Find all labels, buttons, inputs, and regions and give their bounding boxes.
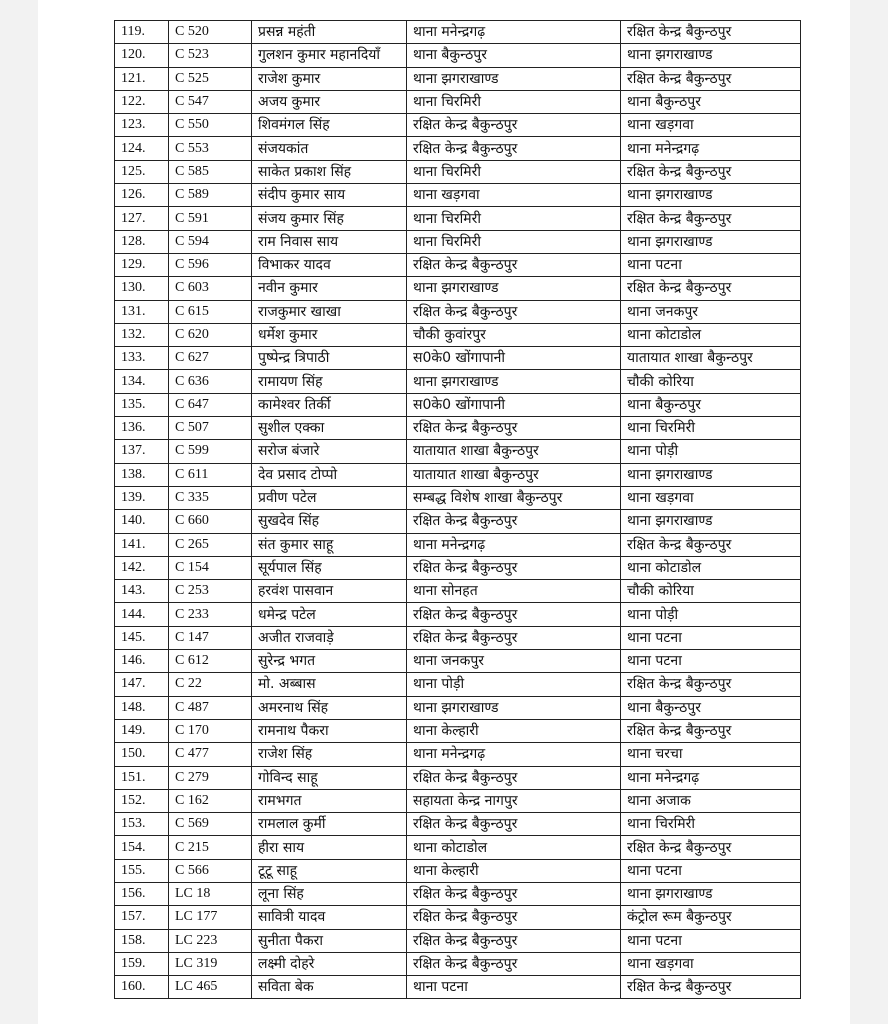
serial-number-cell: 153. <box>115 813 169 836</box>
name-cell: सुखदेव सिंह <box>252 510 407 533</box>
serial-number-cell: 120. <box>115 44 169 67</box>
name-cell: सावित्री यादव <box>252 906 407 929</box>
name-cell: सुशील एक्का <box>252 417 407 440</box>
to-posting-cell: थाना अजाक <box>621 789 801 812</box>
table-row <box>115 114 801 137</box>
name-cell: रामायण सिंह <box>252 370 407 393</box>
to-posting-cell: रक्षित केन्द्र बैकुन्ठपुर <box>621 277 801 300</box>
to-posting-cell: थाना झगराखाण्ड <box>621 510 801 533</box>
badge-number-cell: C 147 <box>169 626 252 649</box>
to-posting-cell: थाना बैकुन्ठपुर <box>621 696 801 719</box>
name-cell: टूटू साहू <box>252 859 407 882</box>
to-posting-cell: थाना मनेन्द्रगढ़ <box>621 766 801 789</box>
to-posting-cell: थाना झगराखाण्ड <box>621 882 801 905</box>
serial-number-cell: 126. <box>115 184 169 207</box>
serial-number-cell: 119. <box>115 21 169 44</box>
name-cell: राजकुमार खाखा <box>252 300 407 323</box>
table-row <box>115 184 801 207</box>
to-posting-cell: रक्षित केन्द्र बैकुन्ठपुर <box>621 67 801 90</box>
name-cell: सविता बेक <box>252 976 407 999</box>
from-posting-cell: यातायात शाखा बैकुन्ठपुर <box>407 463 621 486</box>
from-posting-cell: स0के0 खोंगापानी <box>407 347 621 370</box>
transfer-table <box>114 20 801 999</box>
serial-number-cell: 142. <box>115 556 169 579</box>
serial-number-cell: 151. <box>115 766 169 789</box>
table-row <box>115 673 801 696</box>
badge-number-cell: C 636 <box>169 370 252 393</box>
badge-number-cell: C 647 <box>169 393 252 416</box>
to-posting-cell: थाना चिरमिरी <box>621 813 801 836</box>
to-posting-cell: रक्षित केन्द्र बैकुन्ठपुर <box>621 207 801 230</box>
badge-number-cell: C 233 <box>169 603 252 626</box>
badge-number-cell: C 170 <box>169 719 252 742</box>
name-cell: राम निवास साय <box>252 230 407 253</box>
badge-number-cell: C 550 <box>169 114 252 137</box>
badge-number-cell: C 569 <box>169 813 252 836</box>
to-posting-cell: थाना पटना <box>621 929 801 952</box>
name-cell: राजेश कुमार <box>252 67 407 90</box>
transfer-table-body <box>115 21 801 999</box>
name-cell: गुलशन कुमार महानदियाँ <box>252 44 407 67</box>
serial-number-cell: 133. <box>115 347 169 370</box>
serial-number-cell: 156. <box>115 882 169 905</box>
name-cell: संदीप कुमार साय <box>252 184 407 207</box>
table-row <box>115 743 801 766</box>
table-row <box>115 836 801 859</box>
from-posting-cell: थाना मनेन्द्रगढ़ <box>407 21 621 44</box>
to-posting-cell: रक्षित केन्द्र बैकुन्ठपुर <box>621 673 801 696</box>
from-posting-cell: थाना सोनहत <box>407 580 621 603</box>
serial-number-cell: 122. <box>115 90 169 113</box>
badge-number-cell: C 585 <box>169 160 252 183</box>
table-row <box>115 67 801 90</box>
table-row <box>115 719 801 742</box>
serial-number-cell: 128. <box>115 230 169 253</box>
badge-number-cell: LC 465 <box>169 976 252 999</box>
name-cell: संत कुमार साहू <box>252 533 407 556</box>
table-row <box>115 137 801 160</box>
serial-number-cell: 148. <box>115 696 169 719</box>
table-row <box>115 323 801 346</box>
badge-number-cell: C 525 <box>169 67 252 90</box>
serial-number-cell: 136. <box>115 417 169 440</box>
to-posting-cell: थाना खड़गवा <box>621 114 801 137</box>
serial-number-cell: 143. <box>115 580 169 603</box>
serial-number-cell: 139. <box>115 486 169 509</box>
table-row <box>115 347 801 370</box>
badge-number-cell: C 477 <box>169 743 252 766</box>
badge-number-cell: C 615 <box>169 300 252 323</box>
table-row <box>115 533 801 556</box>
to-posting-cell: थाना पटना <box>621 253 801 276</box>
table-row <box>115 393 801 416</box>
to-posting-cell: थाना झगराखाण्ड <box>621 463 801 486</box>
table-row <box>115 417 801 440</box>
name-cell: धमेन्द्र पटेल <box>252 603 407 626</box>
badge-number-cell: C 599 <box>169 440 252 463</box>
badge-number-cell: C 162 <box>169 789 252 812</box>
badge-number-cell: C 487 <box>169 696 252 719</box>
name-cell: राजेश सिंह <box>252 743 407 766</box>
serial-number-cell: 155. <box>115 859 169 882</box>
to-posting-cell: थाना पटना <box>621 650 801 673</box>
serial-number-cell: 132. <box>115 323 169 346</box>
to-posting-cell: कंट्रोल रूम बैकुन्ठपुर <box>621 906 801 929</box>
badge-number-cell: C 215 <box>169 836 252 859</box>
from-posting-cell: रक्षित केन्द्र बैकुन्ठपुर <box>407 114 621 137</box>
from-posting-cell: थाना पोड़ी <box>407 673 621 696</box>
from-posting-cell: रक्षित केन्द्र बैकुन्ठपुर <box>407 510 621 533</box>
to-posting-cell: थाना चिरमिरी <box>621 417 801 440</box>
name-cell: प्रवीण पटेल <box>252 486 407 509</box>
document-page <box>38 0 850 1024</box>
serial-number-cell: 134. <box>115 370 169 393</box>
from-posting-cell: थाना झगराखाण्ड <box>407 696 621 719</box>
table-row <box>115 510 801 533</box>
badge-number-cell: C 620 <box>169 323 252 346</box>
name-cell: कामेश्वर तिर्की <box>252 393 407 416</box>
name-cell: साकेत प्रकाश सिंह <box>252 160 407 183</box>
to-posting-cell: रक्षित केन्द्र बैकुन्ठपुर <box>621 976 801 999</box>
to-posting-cell: थाना खड़गवा <box>621 486 801 509</box>
name-cell: गोविन्द साहू <box>252 766 407 789</box>
table-row <box>115 486 801 509</box>
name-cell: पुष्पेन्द्र त्रिपाठी <box>252 347 407 370</box>
from-posting-cell: थाना केल्हारी <box>407 859 621 882</box>
serial-number-cell: 159. <box>115 952 169 975</box>
from-posting-cell: थाना पटना <box>407 976 621 999</box>
to-posting-cell: यातायात शाखा बैकुन्ठपुर <box>621 347 801 370</box>
from-posting-cell: सम्बद्ध विशेष शाखा बैकुन्ठपुर <box>407 486 621 509</box>
table-row <box>115 929 801 952</box>
table-row <box>115 626 801 649</box>
to-posting-cell: थाना कोटाडोल <box>621 556 801 579</box>
badge-number-cell: C 603 <box>169 277 252 300</box>
badge-number-cell: C 265 <box>169 533 252 556</box>
name-cell: धर्मेश कुमार <box>252 323 407 346</box>
serial-number-cell: 124. <box>115 137 169 160</box>
serial-number-cell: 127. <box>115 207 169 230</box>
from-posting-cell: रक्षित केन्द्र बैकुन्ठपुर <box>407 626 621 649</box>
table-row <box>115 253 801 276</box>
to-posting-cell: थाना पोड़ी <box>621 440 801 463</box>
serial-number-cell: 145. <box>115 626 169 649</box>
to-posting-cell: थाना मनेन्द्रगढ़ <box>621 137 801 160</box>
serial-number-cell: 131. <box>115 300 169 323</box>
name-cell: अजय कुमार <box>252 90 407 113</box>
serial-number-cell: 146. <box>115 650 169 673</box>
to-posting-cell: रक्षित केन्द्र बैकुन्ठपुर <box>621 533 801 556</box>
from-posting-cell: थाना खड़गवा <box>407 184 621 207</box>
from-posting-cell: सहायता केन्द्र नागपुर <box>407 789 621 812</box>
table-row <box>115 952 801 975</box>
from-posting-cell: थाना कोटाडोल <box>407 836 621 859</box>
to-posting-cell: रक्षित केन्द्र बैकुन्ठपुर <box>621 719 801 742</box>
serial-number-cell: 154. <box>115 836 169 859</box>
table-row <box>115 813 801 836</box>
name-cell: नवीन कुमार <box>252 277 407 300</box>
name-cell: सुनीता पैकरा <box>252 929 407 952</box>
from-posting-cell: स0के0 खोंगापानी <box>407 393 621 416</box>
serial-number-cell: 140. <box>115 510 169 533</box>
from-posting-cell: रक्षित केन्द्र बैकुन्ठपुर <box>407 813 621 836</box>
table-row <box>115 976 801 999</box>
table-row <box>115 789 801 812</box>
to-posting-cell: चौकी कोरिया <box>621 370 801 393</box>
badge-number-cell: C 589 <box>169 184 252 207</box>
serial-number-cell: 150. <box>115 743 169 766</box>
from-posting-cell: थाना मनेन्द्रगढ़ <box>407 743 621 766</box>
name-cell: विभाकर यादव <box>252 253 407 276</box>
table-row <box>115 160 801 183</box>
badge-number-cell: C 596 <box>169 253 252 276</box>
from-posting-cell: थाना चिरमिरी <box>407 230 621 253</box>
serial-number-cell: 152. <box>115 789 169 812</box>
table-row <box>115 766 801 789</box>
to-posting-cell: थाना झगराखाण्ड <box>621 230 801 253</box>
badge-number-cell: C 335 <box>169 486 252 509</box>
table-row <box>115 21 801 44</box>
from-posting-cell: रक्षित केन्द्र बैकुन्ठपुर <box>407 906 621 929</box>
table-row <box>115 300 801 323</box>
table-row <box>115 277 801 300</box>
from-posting-cell: रक्षित केन्द्र बैकुन्ठपुर <box>407 417 621 440</box>
table-row <box>115 603 801 626</box>
badge-number-cell: C 154 <box>169 556 252 579</box>
badge-number-cell: C 627 <box>169 347 252 370</box>
from-posting-cell: थाना केल्हारी <box>407 719 621 742</box>
from-posting-cell: थाना मनेन्द्रगढ़ <box>407 533 621 556</box>
from-posting-cell: रक्षित केन्द्र बैकुन्ठपुर <box>407 253 621 276</box>
from-posting-cell: रक्षित केन्द्र बैकुन्ठपुर <box>407 766 621 789</box>
from-posting-cell: थाना चिरमिरी <box>407 207 621 230</box>
serial-number-cell: 123. <box>115 114 169 137</box>
name-cell: हरवंश पासवान <box>252 580 407 603</box>
to-posting-cell: थाना बैकुन्ठपुर <box>621 90 801 113</box>
badge-number-cell: C 279 <box>169 766 252 789</box>
from-posting-cell: रक्षित केन्द्र बैकुन्ठपुर <box>407 300 621 323</box>
name-cell: लक्ष्मी दोहरे <box>252 952 407 975</box>
name-cell: प्रसन्न महंती <box>252 21 407 44</box>
name-cell: रामनाथ पैकरा <box>252 719 407 742</box>
table-row <box>115 90 801 113</box>
serial-number-cell: 130. <box>115 277 169 300</box>
badge-number-cell: C 611 <box>169 463 252 486</box>
to-posting-cell: थाना बैकुन्ठपुर <box>621 393 801 416</box>
serial-number-cell: 135. <box>115 393 169 416</box>
to-posting-cell: थाना पोड़ी <box>621 603 801 626</box>
to-posting-cell: थाना झगराखाण्ड <box>621 44 801 67</box>
table-row <box>115 859 801 882</box>
table-row <box>115 440 801 463</box>
from-posting-cell: रक्षित केन्द्र बैकुन्ठपुर <box>407 929 621 952</box>
from-posting-cell: रक्षित केन्द्र बैकुन्ठपुर <box>407 556 621 579</box>
serial-number-cell: 147. <box>115 673 169 696</box>
from-posting-cell: थाना जनकपुर <box>407 650 621 673</box>
badge-number-cell: C 612 <box>169 650 252 673</box>
serial-number-cell: 125. <box>115 160 169 183</box>
name-cell: देव प्रसाद टोप्पो <box>252 463 407 486</box>
badge-number-cell: C 520 <box>169 21 252 44</box>
badge-number-cell: C 523 <box>169 44 252 67</box>
from-posting-cell: चौकी कुवांरपुर <box>407 323 621 346</box>
name-cell: लूना सिंह <box>252 882 407 905</box>
name-cell: मो. अब्बास <box>252 673 407 696</box>
serial-number-cell: 121. <box>115 67 169 90</box>
name-cell: अजीत राजवाड़े <box>252 626 407 649</box>
from-posting-cell: थाना चिरमिरी <box>407 160 621 183</box>
table-row <box>115 580 801 603</box>
serial-number-cell: 137. <box>115 440 169 463</box>
serial-number-cell: 144. <box>115 603 169 626</box>
from-posting-cell: थाना बैकुन्ठपुर <box>407 44 621 67</box>
badge-number-cell: C 566 <box>169 859 252 882</box>
to-posting-cell: थाना पटना <box>621 859 801 882</box>
badge-number-cell: LC 18 <box>169 882 252 905</box>
badge-number-cell: LC 177 <box>169 906 252 929</box>
from-posting-cell: रक्षित केन्द्र बैकुन्ठपुर <box>407 882 621 905</box>
table-row <box>115 207 801 230</box>
table-row <box>115 882 801 905</box>
name-cell: संजयकांत <box>252 137 407 160</box>
name-cell: सूर्यपाल सिंह <box>252 556 407 579</box>
from-posting-cell: रक्षित केन्द्र बैकुन्ठपुर <box>407 137 621 160</box>
badge-number-cell: C 22 <box>169 673 252 696</box>
table-row <box>115 463 801 486</box>
badge-number-cell: C 507 <box>169 417 252 440</box>
table-row <box>115 556 801 579</box>
name-cell: रामलाल कुर्मी <box>252 813 407 836</box>
table-row <box>115 906 801 929</box>
badge-number-cell: C 547 <box>169 90 252 113</box>
serial-number-cell: 129. <box>115 253 169 276</box>
to-posting-cell: थाना पटना <box>621 626 801 649</box>
to-posting-cell: रक्षित केन्द्र बैकुन्ठपुर <box>621 21 801 44</box>
to-posting-cell: थाना खड़गवा <box>621 952 801 975</box>
name-cell: रामभगत <box>252 789 407 812</box>
table-row <box>115 370 801 393</box>
to-posting-cell: रक्षित केन्द्र बैकुन्ठपुर <box>621 160 801 183</box>
table-row <box>115 230 801 253</box>
serial-number-cell: 158. <box>115 929 169 952</box>
table-row <box>115 650 801 673</box>
badge-number-cell: C 660 <box>169 510 252 533</box>
name-cell: सुरेन्द्र भगत <box>252 650 407 673</box>
from-posting-cell: रक्षित केन्द्र बैकुन्ठपुर <box>407 603 621 626</box>
badge-number-cell: LC 223 <box>169 929 252 952</box>
badge-number-cell: C 553 <box>169 137 252 160</box>
table-row <box>115 44 801 67</box>
to-posting-cell: थाना चरचा <box>621 743 801 766</box>
name-cell: अमरनाथ सिंह <box>252 696 407 719</box>
from-posting-cell: थाना झगराखाण्ड <box>407 67 621 90</box>
badge-number-cell: C 594 <box>169 230 252 253</box>
serial-number-cell: 141. <box>115 533 169 556</box>
name-cell: संजय कुमार सिंह <box>252 207 407 230</box>
to-posting-cell: चौकी कोरिया <box>621 580 801 603</box>
from-posting-cell: रक्षित केन्द्र बैकुन्ठपुर <box>407 952 621 975</box>
to-posting-cell: रक्षित केन्द्र बैकुन्ठपुर <box>621 836 801 859</box>
to-posting-cell: थाना झगराखाण्ड <box>621 184 801 207</box>
table-row <box>115 696 801 719</box>
from-posting-cell: थाना चिरमिरी <box>407 90 621 113</box>
badge-number-cell: C 591 <box>169 207 252 230</box>
name-cell: सरोज बंजारे <box>252 440 407 463</box>
serial-number-cell: 149. <box>115 719 169 742</box>
serial-number-cell: 160. <box>115 976 169 999</box>
name-cell: शिवमंगल सिंह <box>252 114 407 137</box>
serial-number-cell: 138. <box>115 463 169 486</box>
from-posting-cell: थाना झगराखाण्ड <box>407 277 621 300</box>
to-posting-cell: थाना जनकपुर <box>621 300 801 323</box>
to-posting-cell: थाना कोटाडोल <box>621 323 801 346</box>
from-posting-cell: थाना झगराखाण्ड <box>407 370 621 393</box>
name-cell: हीरा साय <box>252 836 407 859</box>
badge-number-cell: LC 319 <box>169 952 252 975</box>
badge-number-cell: C 253 <box>169 580 252 603</box>
serial-number-cell: 157. <box>115 906 169 929</box>
from-posting-cell: यातायात शाखा बैकुन्ठपुर <box>407 440 621 463</box>
